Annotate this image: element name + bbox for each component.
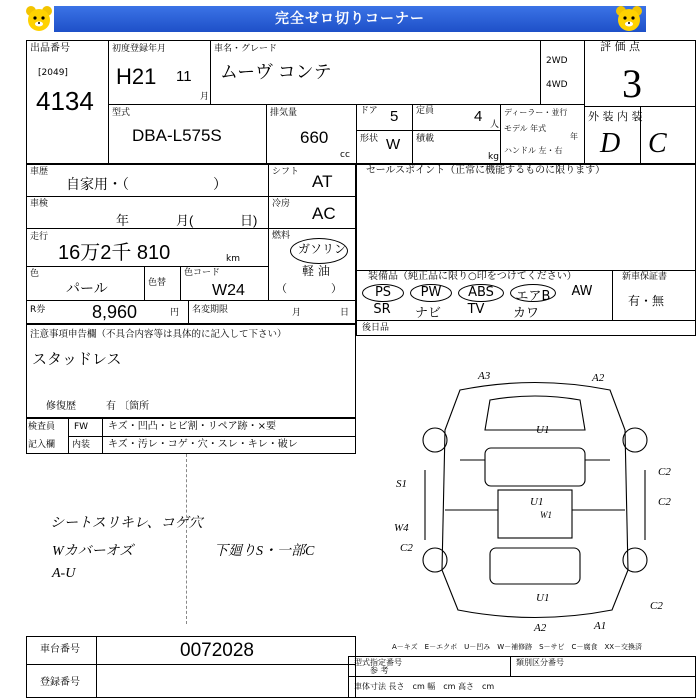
lot-sub: [2049] <box>38 68 68 78</box>
equip-ps: PS <box>362 284 404 302</box>
handwritten-line2: Wカバーオズ <box>52 544 134 559</box>
drive-2wd: 2WD <box>546 56 568 66</box>
cat-num-label: 類別区分番号 <box>516 658 564 667</box>
handwritten-line3: A-U <box>52 566 76 581</box>
mark-a1: A1 <box>594 620 607 632</box>
fuel-gasoline: ガソリン <box>298 242 347 256</box>
shape-value: W <box>386 136 401 153</box>
displacement-value: 660 <box>300 128 329 147</box>
ac-value: AC <box>312 204 336 223</box>
ac-label: 冷房 <box>272 199 291 209</box>
banner-title: 完全ゼロ切りコーナー <box>54 6 646 32</box>
color-label: 色 <box>30 269 40 279</box>
ext-int-label: 外 装 内 装 <box>588 110 643 123</box>
repair-value: 有 〔箇所 <box>106 401 150 412</box>
equip-airbag: エアB <box>510 284 556 302</box>
mark-w4: W4 <box>394 522 409 534</box>
mileage-label: 走行 <box>30 232 49 242</box>
displacement-label: 排気量 <box>270 108 298 118</box>
mark-a3: A3 <box>478 370 491 382</box>
deadline-month: 月 <box>292 308 302 318</box>
warranty-value: 有・無 <box>628 294 665 308</box>
vin-value: 0072028 <box>180 640 254 661</box>
mark-c2-left: C2 <box>400 542 413 554</box>
inspector-interior: 内装 <box>72 440 91 450</box>
shape-label: 形状 <box>360 134 379 144</box>
warranty-label: 新車保証書 <box>622 272 668 282</box>
mark-u1-top: U1 <box>536 424 550 436</box>
dealer-label: ディーラー・並行 <box>504 108 568 117</box>
fuel-paren: （ ） <box>276 282 342 295</box>
bear-mascot-icon <box>22 4 56 34</box>
equipment-row1 <box>362 284 610 302</box>
mark-c2-right: C2 <box>658 466 671 478</box>
score-interior: C <box>648 128 667 159</box>
equipment-label: 装備品（純正品に限り○印をつけてください） <box>368 271 577 282</box>
first-reg-label: 初度登録年月 <box>112 44 167 54</box>
first-reg-year: H21 <box>116 64 157 89</box>
load-unit: kg <box>488 152 499 162</box>
equip-abs: ABS <box>458 284 504 302</box>
first-reg-unit: 月 <box>200 92 210 102</box>
mark-w1: W1 <box>540 510 552 520</box>
form-top-frame <box>26 40 696 164</box>
sales-point-label: セールスポイント（正常に機能するものに限ります） <box>366 165 606 176</box>
color-value: パール <box>66 280 108 296</box>
first-reg-month: 11 <box>176 68 192 85</box>
notes-label: 注意事項申告欄（不具合内容等は具体的に記入して下さい） <box>30 329 287 340</box>
inspector-label1: 検査員 <box>28 422 56 432</box>
score-label: 評 価 点 <box>600 40 640 53</box>
inspection-label: 車検 <box>30 199 49 209</box>
color-code-value: W24 <box>212 282 245 299</box>
mark-u1-bottom: U1 <box>536 592 550 604</box>
color-code-label: 色コード <box>184 268 221 278</box>
score-value: 3 <box>622 61 642 106</box>
damage-legend: A－キズ E－エクボ U－凹み W－補修跡 S－サビ C－腐食 XX－交換済 <box>392 643 643 651</box>
vin-label: 車台番号 <box>40 644 80 655</box>
deadline-label: 名変期限 <box>192 305 229 315</box>
equip-sr: SR <box>373 302 391 317</box>
equip-aw: AW <box>571 284 593 299</box>
model-year-unit: 年 <box>570 132 578 141</box>
equip-navi: ナビ <box>414 306 441 321</box>
bear-mascot-icon <box>612 4 646 34</box>
model-year-label: モデル 年式 <box>504 124 547 133</box>
recycle-value: 8,960 <box>92 302 138 322</box>
shift-label: シフト <box>272 167 300 177</box>
mark-a2-bottom: A2 <box>534 622 547 634</box>
mark-c2-bottom: C2 <box>650 600 663 612</box>
mark-a2-top: A2 <box>592 372 605 384</box>
equip-leather: カワ <box>512 306 539 321</box>
load-label: 積載 <box>416 134 435 144</box>
handwritten-line1: シートスリキレ、コゲ穴 <box>50 516 203 531</box>
capacity-unit: 人 <box>490 120 500 130</box>
fuel-gasoline-circle <box>290 238 348 264</box>
mileage-value: 16万2千 810 <box>58 242 171 264</box>
inspector-fw: FW <box>74 422 89 432</box>
chassis-type-label: 型式 <box>112 108 131 118</box>
inspection-year: 年 <box>116 213 130 228</box>
model-num-label: 型式指定番号 <box>354 658 402 667</box>
model-name-label: 車名・グレード <box>214 44 278 54</box>
shift-value: AT <box>312 172 333 191</box>
lot-number: 4134 <box>36 86 94 116</box>
capacity-value: 4 <box>474 108 483 125</box>
color-change-label: 色替 <box>148 278 167 288</box>
notes-text: スタッドレス <box>32 351 122 368</box>
recycle-label: R券 <box>30 305 46 315</box>
equip-tv: TV <box>467 302 485 317</box>
fuel-diesel: 軽 油 <box>302 264 330 278</box>
ref-label: 参 考 <box>370 666 389 675</box>
drive-4wd: 4WD <box>546 80 568 90</box>
mark-u1-mid: U1 <box>530 496 544 508</box>
capacity-label: 定員 <box>416 106 435 116</box>
deadline-day: 日 <box>340 308 350 318</box>
dims-label: 車体寸法 長さ cm 幅 cm 高さ cm <box>354 682 495 691</box>
lot-label: 出品番号 <box>30 43 70 54</box>
score-exterior: D <box>600 128 621 159</box>
doors-value: 5 <box>390 108 399 125</box>
rear-seat-label: 後日品 <box>362 323 390 333</box>
equip-pw: PW <box>410 284 452 302</box>
mark-s1: S1 <box>396 478 407 490</box>
inspector-label2: 記入欄 <box>28 440 56 450</box>
repair-label: 修復歴 <box>46 401 76 412</box>
inspector-fw-items: キズ・凹凸・ヒビ割・リペア跡・×要 <box>108 421 276 432</box>
mileage-unit: km <box>226 254 240 264</box>
equipment-row2 <box>362 302 610 320</box>
inspection-day: 日) <box>240 213 258 228</box>
recycle-unit: 円 <box>170 308 180 318</box>
fuel-label: 燃料 <box>272 231 291 241</box>
model-name-value: ムーヴ コンテ <box>220 62 332 82</box>
displacement-unit: cc <box>340 150 350 160</box>
history-label: 車歴 <box>30 167 49 177</box>
handwritten-line4: 下廻りS・一部C <box>214 544 315 559</box>
doors-label: ドア <box>360 106 378 116</box>
handle-label: ハンドル 左・右 <box>504 146 563 155</box>
mark-c2-right2: C2 <box>658 496 671 508</box>
reg-no-label: 登録番号 <box>40 677 80 688</box>
inspection-month: 月( <box>176 213 194 228</box>
chassis-type-value: DBA-L575S <box>132 126 222 145</box>
history-value: 自家用・（ ） <box>66 176 227 192</box>
inspector-int-items: キズ・汚レ・コゲ・穴・スレ・キレ・破レ <box>108 439 298 450</box>
